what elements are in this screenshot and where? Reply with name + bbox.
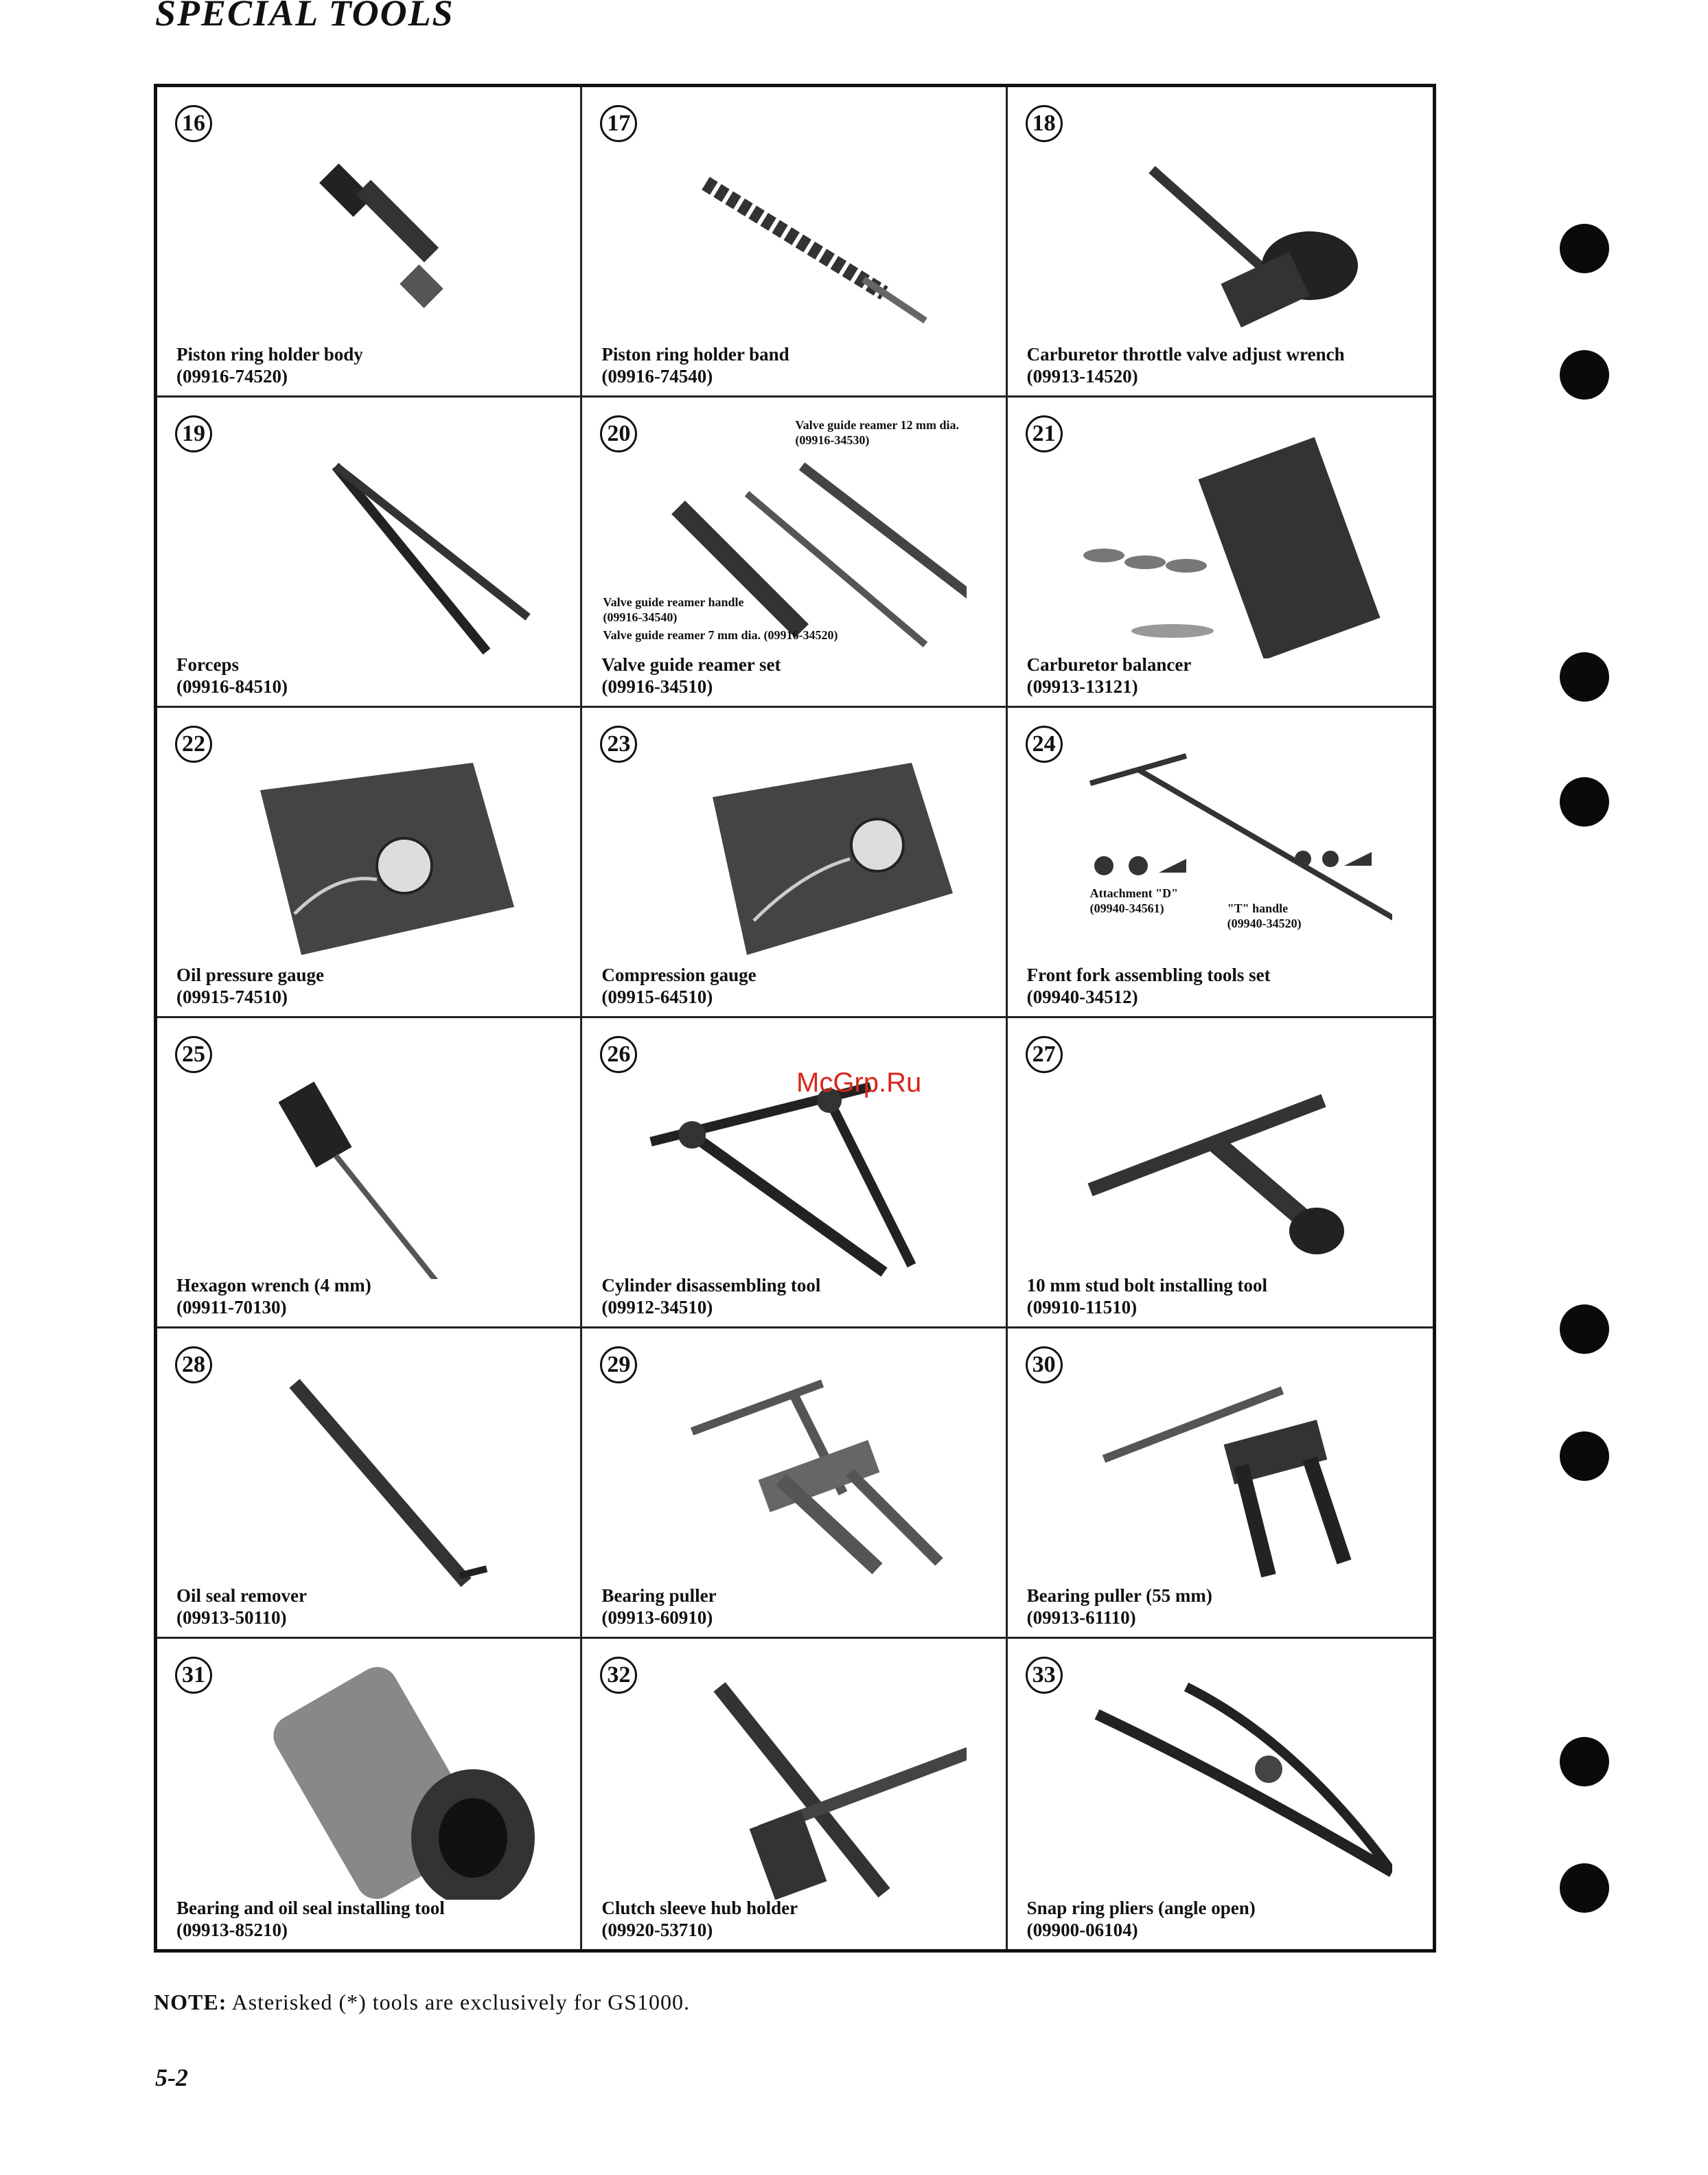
tool-number: 26	[600, 1036, 637, 1073]
bearing-puller-icon	[623, 1356, 967, 1589]
page-number: 5-2	[155, 2064, 188, 2091]
tool-cell	[157, 708, 582, 1018]
tool-number: 27	[1026, 1036, 1063, 1073]
tool-part-number: (09916-74540)	[601, 366, 713, 387]
tool-part-number: (09913-85210)	[176, 1920, 288, 1940]
stud-bolt-tool-icon	[1049, 1046, 1392, 1279]
tool-name: Clutch sleeve hub holder	[601, 1898, 798, 1918]
tool-name: Bearing and oil seal installing tool	[176, 1898, 445, 1918]
bearing-installing-tool-icon	[198, 1666, 542, 1900]
tool-name: Hexagon wrench (4 mm)	[176, 1275, 371, 1296]
tool-part-number: (09912-34510)	[601, 1297, 713, 1317]
note-label: NOTE:	[154, 1990, 227, 2014]
tool-part-number: (09913-13121)	[1026, 676, 1138, 697]
tool-number: 25	[175, 1036, 212, 1073]
binder-hole-icon	[1560, 1304, 1609, 1354]
tool-part-number: (09913-60910)	[601, 1607, 713, 1628]
callout-reamer-12-part: (09916-34530)	[795, 433, 870, 447]
tool-name: Oil seal remover	[176, 1585, 307, 1606]
callout-reamer-handle-part: (09916-34540)	[603, 610, 678, 624]
tool-part-number: (09916-34510)	[601, 676, 713, 697]
callout-reamer-12: Valve guide reamer 12 mm dia.	[795, 418, 959, 432]
tool-number: 28	[175, 1346, 212, 1383]
tool-part-number: (09920-53710)	[601, 1920, 713, 1940]
tool-name: Bearing puller	[601, 1585, 717, 1606]
tool-cell	[582, 1639, 1007, 1949]
tool-name: Oil pressure gauge	[176, 965, 325, 985]
binder-hole-icon	[1560, 1431, 1609, 1481]
tools-grid	[154, 84, 1436, 1953]
oil-seal-remover-icon	[198, 1356, 542, 1589]
tool-number: 19	[175, 415, 212, 452]
bearing-puller-55-icon	[1049, 1356, 1392, 1589]
callout-attachment-d-part: (09940-34561)	[1089, 901, 1164, 915]
tool-name: 10 mm stud bolt installing tool	[1026, 1275, 1267, 1296]
callout-reamer-7: Valve guide reamer 7 mm dia. (09916-34520)	[603, 628, 838, 642]
tool-part-number: (09940-34512)	[1026, 987, 1138, 1007]
tool-name: Compression gauge	[601, 965, 757, 985]
tool-cell	[582, 1018, 1007, 1328]
tool-cell	[1008, 708, 1433, 1018]
clutch-hub-holder-icon	[623, 1666, 967, 1900]
callout-t-handle: "T" handle	[1227, 901, 1289, 915]
tool-number: 33	[1026, 1657, 1063, 1694]
tool-cell	[582, 708, 1007, 1018]
tool-number: 23	[600, 726, 637, 763]
tool-name: Valve guide reamer set	[601, 654, 781, 675]
binder-hole-icon	[1560, 777, 1609, 827]
tool-part-number: (09916-84510)	[176, 676, 288, 697]
forceps-icon	[198, 425, 542, 658]
tool-cell	[1008, 87, 1433, 398]
tool-name: Cylinder disassembling tool	[601, 1275, 821, 1296]
tool-name: Front fork assembling tools set	[1026, 965, 1271, 985]
tool-part-number: (09916-74520)	[176, 366, 288, 387]
callout-t-handle-part: (09940-34520)	[1227, 917, 1302, 930]
tool-part-number: (09915-74510)	[176, 987, 288, 1007]
tool-part-number: (09915-64510)	[601, 987, 713, 1007]
tool-cell	[157, 398, 582, 708]
tool-cell	[1008, 1018, 1433, 1328]
binder-hole-icon	[1560, 1737, 1609, 1786]
tool-number: 17	[600, 105, 637, 142]
callout-reamer-handle: Valve guide reamer handle	[603, 595, 744, 609]
tool-name: Snap ring pliers (angle open)	[1026, 1898, 1256, 1918]
tool-cell	[1008, 1639, 1433, 1949]
binder-hole-icon	[1560, 1863, 1609, 1913]
tool-part-number: (09913-61110)	[1026, 1607, 1136, 1628]
tool-part-number: (09910-11510)	[1026, 1297, 1138, 1317]
tool-name: Carburetor throttle valve adjust wrench	[1026, 344, 1345, 365]
tool-cell	[1008, 1328, 1433, 1639]
tool-number: 32	[600, 1657, 637, 1694]
page-header: SPECIAL TOOLS	[155, 0, 454, 34]
tool-part-number: (09900-06104)	[1026, 1920, 1138, 1940]
compression-gauge-icon	[623, 735, 967, 969]
tool-part-number: (09913-14520)	[1026, 366, 1138, 387]
tool-number: 31	[175, 1657, 212, 1694]
tool-number: 16	[175, 105, 212, 142]
tool-number: 21	[1026, 415, 1063, 452]
binder-hole-icon	[1560, 350, 1609, 400]
tool-number: 24	[1026, 726, 1063, 763]
tool-number: 22	[175, 726, 212, 763]
tool-cell	[582, 1328, 1007, 1639]
tool-number: 20	[600, 415, 637, 452]
tool-name: Forceps	[176, 654, 239, 675]
snap-ring-pliers-icon	[1049, 1666, 1392, 1900]
tool-cell	[582, 398, 1007, 708]
tool-cell	[157, 87, 582, 398]
front-fork-tools-icon	[1049, 735, 1392, 969]
piston-ring-holder-body-icon	[198, 115, 542, 348]
tool-cell	[157, 1018, 582, 1328]
tool-part-number: (09911-70130)	[176, 1297, 287, 1317]
carburetor-balancer-icon	[1049, 425, 1392, 658]
tool-name: Piston ring holder body	[176, 344, 363, 365]
tool-part-number: (09913-50110)	[176, 1607, 287, 1628]
tool-cell	[157, 1639, 582, 1949]
tool-number: 18	[1026, 105, 1063, 142]
watermark: McGrp.Ru	[796, 1068, 922, 1098]
tool-cell	[157, 1328, 582, 1639]
tool-cell	[582, 87, 1007, 398]
binder-hole-icon	[1560, 224, 1609, 273]
note-text: Asterisked (*) tools are exclusively for GS1000.	[231, 1990, 690, 2014]
tool-name: Piston ring holder band	[601, 344, 789, 365]
tool-name: Carburetor balancer	[1026, 654, 1192, 675]
throttle-valve-wrench-icon	[1049, 115, 1392, 348]
tool-name: Bearing puller (55 mm)	[1026, 1585, 1212, 1606]
tool-cell	[1008, 398, 1433, 708]
callout-attachment-d: Attachment "D"	[1089, 886, 1179, 900]
piston-ring-holder-band-icon	[623, 115, 967, 348]
hexagon-wrench-icon	[198, 1046, 542, 1279]
footnote	[154, 1990, 690, 2015]
oil-pressure-gauge-icon	[198, 735, 542, 969]
binder-hole-icon	[1560, 652, 1609, 702]
tool-number: 30	[1026, 1346, 1063, 1383]
tool-number: 29	[600, 1346, 637, 1383]
